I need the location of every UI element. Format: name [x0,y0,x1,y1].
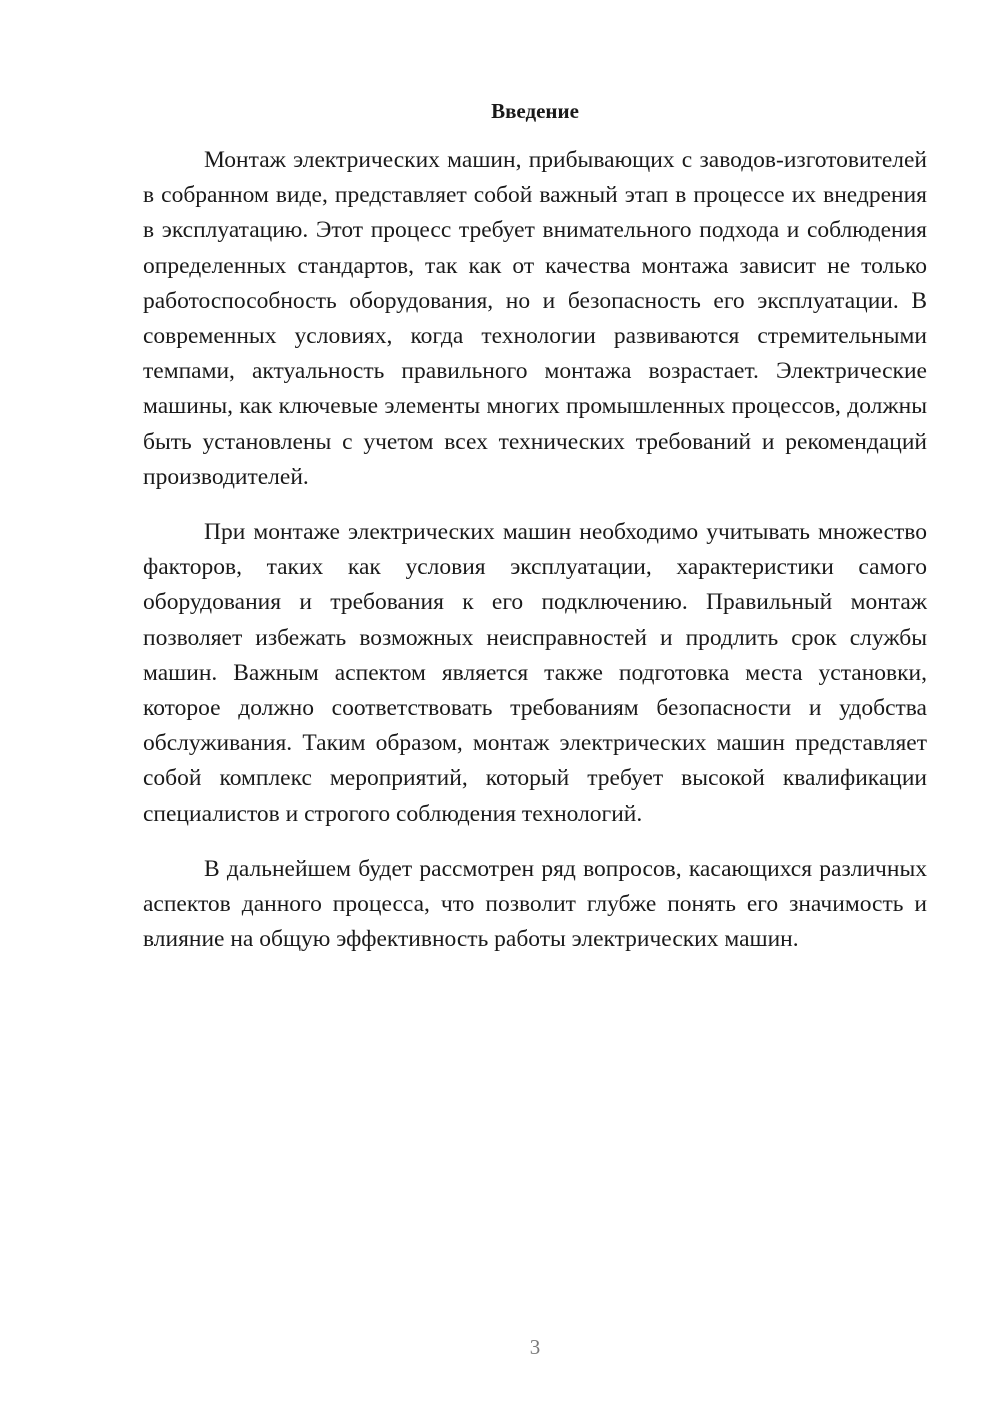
paragraph-2: При монтаже электрических машин необходимо учитывать множество факторов, таких как условия эксплуатации, характеристики самого оборудования и требования к его подключению. Правильный монтаж позволяет избежать возможных неисправностей и продлить срок службы машин. Важным аспектом является также подготовка места установки, которое должно соответствовать требованиям безопасности и удобства обслуживания. Таким образом, монтаж электрических машин представляет собой комплекс мероприятий, который требует высокой квалификации специалистов и строгого соблюдения технологий. [143,519,927,827]
paragraph-1: Монтаж электрических машин, прибывающих с заводов-изготовителей в собранном виде, представляет собой важный этап в процессе их внедрения в эксплуатацию. Этот процесс требует внимательного подхода и соблюдения определенных стандартов, так как от качества монтажа зависит не только работоспособность оборудования, но и безопасность его эксплуатации. В современных условиях, когда технологии развиваются стремительными темпами, актуальность правильного монтажа возрастает. Электрические машины, как ключевые элементы многих промышленных процессов, должны быть установлены с учетом всех технических требований и рекомендаций производителей. [143,147,927,490]
page-title: Введение [491,99,579,123]
document-body [143,143,927,957]
paragraph-3: В дальнейшем будет рассмотрен ряд вопросов, касающихся различных аспектов данного процесса, что позволит глубже понять его значимость и влияние на общую эффективность работы электрических машин. [143,855,927,953]
page-number: 3 [529,1335,541,1359]
